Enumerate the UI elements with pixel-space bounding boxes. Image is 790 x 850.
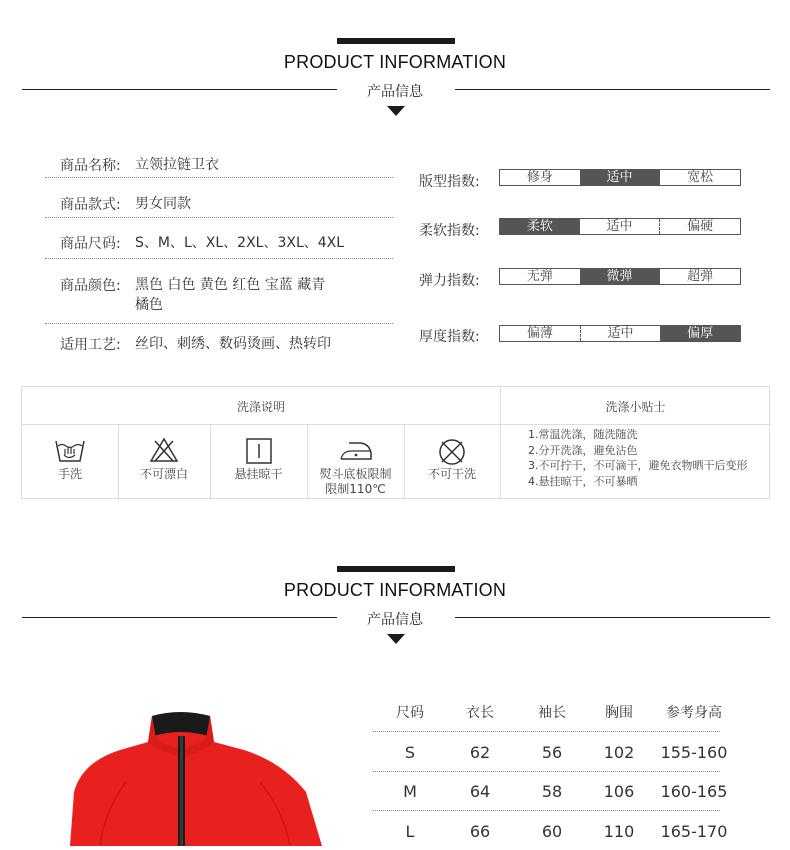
wash-tips-list [528, 427, 748, 489]
hang-dry-icon [245, 437, 273, 469]
divider [45, 217, 393, 218]
size-cell: 62 [469, 743, 491, 762]
meter-option-selected: 微弹 [580, 269, 660, 284]
care-cell-hang-dry [210, 425, 307, 499]
wash-tips-title: 洗涤小贴士 [605, 400, 666, 414]
elasticity-index-meter [499, 268, 741, 285]
meter-option-selected: 偏厚 [660, 326, 740, 341]
care-cell-iron [307, 425, 404, 499]
meter-option: 适中 [580, 326, 661, 341]
care-cell-no-bleach [118, 425, 210, 499]
thickness-index-meter [499, 325, 741, 342]
header-title-en: PRODUCT INFORMATION [283, 52, 507, 72]
care-label: 不可漂白 [139, 467, 188, 481]
header-title-en: PRODUCT INFORMATION [283, 580, 507, 600]
meter-option: 无弹 [526, 269, 553, 284]
divider [373, 731, 720, 732]
size-cell: 60 [541, 822, 563, 841]
down-triangle-icon [387, 634, 405, 644]
iron-icon [339, 439, 373, 465]
meter-option: 适中 [606, 219, 633, 234]
no-dry-clean-icon [437, 437, 467, 471]
care-label [307, 467, 404, 497]
wash-tip: 4.悬挂晾干，不可暴晒 [528, 474, 638, 488]
divider [373, 771, 720, 772]
header-title-cn: 产品信息 [367, 612, 423, 628]
size-cell: 66 [469, 822, 491, 841]
size-cell: 165-170 [660, 822, 728, 841]
header-title-cn: 产品信息 [367, 84, 423, 100]
wash-tip: 2.分开洗涤，避免沾色 [528, 443, 638, 457]
meter-option: 超弹 [659, 269, 740, 284]
jacket-image [60, 712, 330, 850]
down-triangle-icon [387, 106, 405, 116]
meter-option: 宽松 [659, 170, 740, 185]
size-header-chest: 胸围 [605, 705, 633, 721]
size-cell: 160-165 [660, 782, 728, 801]
care-cell-no-dry-clean [404, 425, 500, 499]
info-value: S、M、L、XL、2XL、3XL、4XL [135, 235, 345, 251]
fit-index-meter [499, 169, 741, 186]
size-cell: S [404, 743, 416, 762]
care-label: 不可干洗 [427, 467, 476, 481]
size-header-height: 参考身高 [666, 705, 722, 721]
wash-tip: 3.不可拧干，不可滴干，避免衣物晒干后变形 [528, 459, 748, 472]
meter-option: 修身 [526, 170, 553, 185]
care-label: 悬挂晾干 [234, 467, 283, 481]
size-cell: 155-160 [660, 743, 728, 762]
info-value: 黑色 白色 黄色 红色 宝蓝 藏青 橘色 [135, 277, 326, 313]
info-value: 立领拉链卫衣 [135, 157, 219, 173]
meter-option: 偏薄 [526, 326, 553, 341]
info-value: 丝印、刺绣、数码烫画、热转印 [135, 336, 331, 352]
header-bar [337, 566, 455, 572]
care-label-line1: 熨斗底板限制 [319, 467, 392, 481]
size-cell: 110 [603, 822, 635, 841]
size-cell: 58 [541, 782, 563, 801]
info-key: 商品颜色: [60, 278, 121, 294]
size-cell: 102 [603, 743, 635, 762]
size-cell: 106 [603, 782, 635, 801]
wash-tip: 1.常温洗涤，随洗随洗 [528, 428, 638, 441]
meter-option: 偏硬 [659, 219, 740, 234]
no-bleach-icon [149, 437, 179, 467]
elasticity-index-label: 弹力指数: [419, 273, 480, 289]
divider [45, 323, 393, 324]
info-key: 商品款式: [60, 197, 121, 213]
thickness-index-label: 厚度指数: [419, 329, 480, 345]
info-key: 适用工艺: [60, 337, 121, 353]
section-header-1 [0, 38, 790, 128]
size-cell: L [405, 822, 415, 841]
size-cell: 56 [541, 743, 563, 762]
header-bar [337, 38, 455, 44]
softness-index-meter [499, 218, 741, 235]
size-header-length: 衣长 [466, 705, 494, 721]
softness-index-label: 柔软指数: [419, 223, 480, 239]
info-key: 商品名称: [60, 158, 121, 174]
care-label-line2: 限制110℃ [325, 482, 386, 496]
care-label: 手洗 [57, 467, 82, 481]
meter-option-selected: 柔软 [500, 219, 580, 234]
care-cell-hand-wash [22, 425, 118, 499]
size-header-sleeve: 袖长 [538, 705, 566, 721]
hand-wash-icon [54, 437, 86, 467]
meter-option-selected: 适中 [580, 170, 660, 185]
section-header-2 [0, 566, 790, 656]
wash-instructions-title: 洗涤说明 [236, 400, 285, 414]
info-value: 男女同款 [135, 196, 191, 212]
divider [45, 258, 393, 259]
divider [373, 810, 720, 811]
info-key: 商品尺码: [60, 236, 121, 252]
size-cell: 64 [469, 782, 491, 801]
size-header-size: 尺码 [396, 705, 424, 721]
size-cell: M [403, 782, 417, 801]
care-table [21, 386, 770, 499]
fit-index-label: 版型指数: [419, 174, 480, 190]
divider [45, 177, 393, 178]
